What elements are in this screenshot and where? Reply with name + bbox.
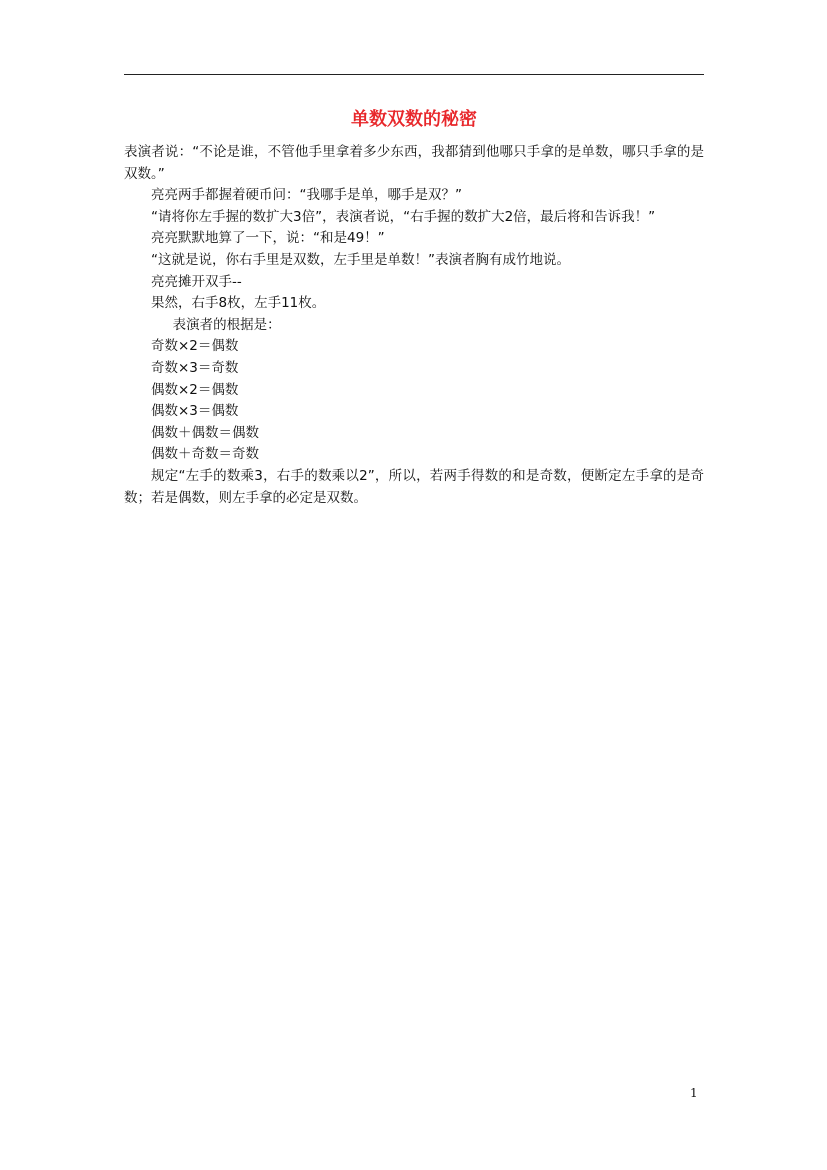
paragraph: “这就是说，你右手里是双数，左手里是单数！”表演者胸有成竹地说。 [151,251,570,268]
paragraph: 规定“左手的数乘3，右手的数乘以2”，所以，若两手得数的和是奇数，便断定左手拿的是奇数；若是偶数，则左手拿的必定是双数。 [124,467,704,506]
header-rule [124,74,704,75]
paragraph: 表演者的根据是： [172,316,281,333]
formula-line: 偶数×2＝偶数 [151,381,239,398]
page-number: 1 [690,1086,698,1100]
paragraph: 表演者说：“不论是谁，不管他手里拿着多少东西，我都猜到他哪只手拿的是单数，哪只手拿的是双数。” [124,144,704,182]
formula-line: 偶数＋偶数＝偶数 [151,424,259,441]
formula-line: 偶数×3＝偶数 [151,403,239,420]
document-body [124,142,704,509]
formula-line: 奇数×2＝偶数 [151,338,239,355]
formula-line: 偶数＋奇数＝奇数 [151,446,259,463]
paragraph: 亮亮两手都握着硬币问：“我哪手是单，哪手是双？” [151,187,462,204]
paragraph: “请将你左手握的数扩大3倍”，表演者说，“右手握的数扩大2倍，最后将和告诉我！” [151,208,656,225]
paragraph: 亮亮默默地算了一下，说：“和是49！” [151,230,385,247]
formula-line: 奇数×3＝奇数 [151,359,239,376]
document-title: 单数双数的秘密 [351,109,477,130]
paragraph: 亮亮摊开双手-- [151,273,242,290]
paragraph: 果然，右手8枚，左手11枚。 [151,295,326,312]
